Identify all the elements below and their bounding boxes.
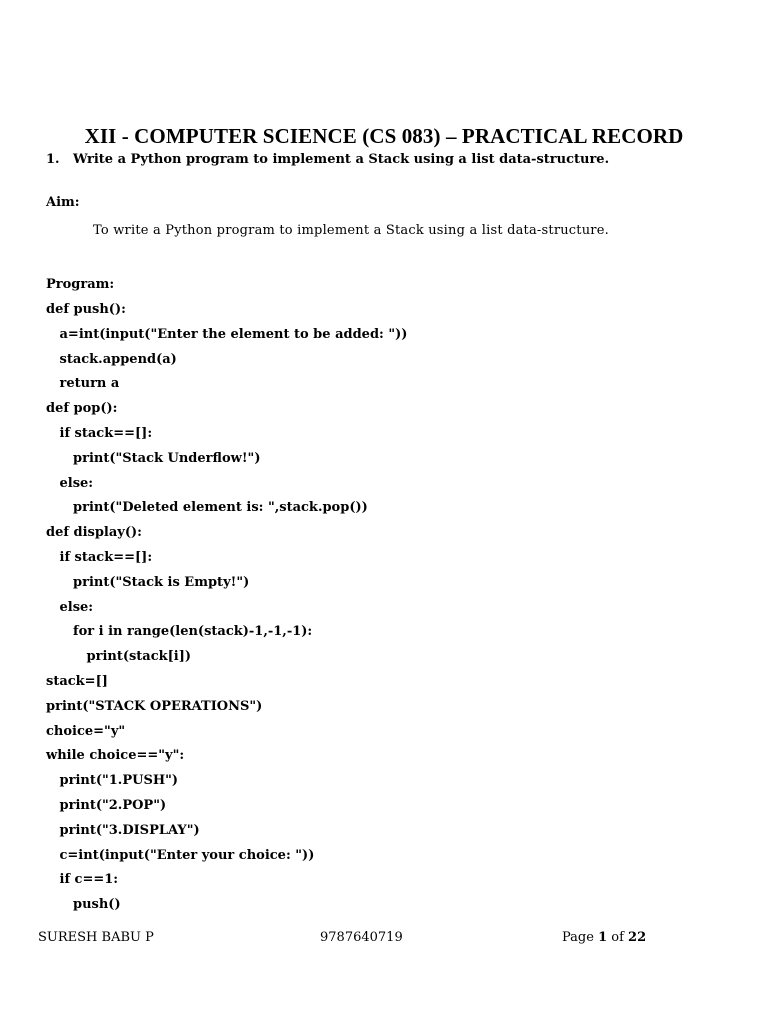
code-line: print("2.POP") <box>59 797 167 813</box>
code-line: def pop(): <box>46 401 118 417</box>
code-line: a=int(input("Enter the element to be added: ")) <box>59 326 408 342</box>
code-line: else: <box>59 475 94 491</box>
code-line: stack.append(a) <box>59 351 177 367</box>
code-line: print("Stack Underflow!") <box>73 450 261 466</box>
code-line: for i in range(len(stack)-1,-1,-1): <box>73 624 313 640</box>
question-text: Write a Python program to implement a Stack using a list data-structure. <box>73 152 610 167</box>
footer-page-number <box>562 930 646 945</box>
code-line: if stack==[]: <box>59 425 153 441</box>
footer-phone: 9787640719 <box>320 930 403 945</box>
code-line: push() <box>73 897 121 913</box>
page-prefix: Page <box>562 930 594 945</box>
code-line: if stack==[]: <box>59 549 153 565</box>
code-line: while choice=="y": <box>46 748 185 764</box>
code-line: def push(): <box>46 302 126 317</box>
code-line: def display(): <box>46 525 142 541</box>
code-line: print("Deleted element is: ",stack.pop()) <box>73 500 368 516</box>
footer-author: SURESH BABU P <box>38 930 154 945</box>
question-heading <box>46 152 609 167</box>
page-current: 1 <box>598 930 608 945</box>
question-number: 1. <box>46 152 60 167</box>
page-of: of <box>611 930 624 945</box>
aim-label: Aim: <box>46 195 80 210</box>
code-line: print("Stack is Empty!") <box>73 574 250 590</box>
code-line: print("STACK OPERATIONS") <box>46 698 263 714</box>
code-line: stack=[] <box>46 673 108 689</box>
code-line: else: <box>59 599 94 615</box>
code-line: print(stack[i]) <box>86 649 192 665</box>
page-total: 22 <box>628 930 647 945</box>
aim-text: To write a Python program to implement a Stack using a list data-structure. <box>93 223 609 238</box>
code-line: print("3.DISPLAY") <box>59 822 200 838</box>
code-line: print("1.PUSH") <box>59 773 179 789</box>
code-line: choice="y" <box>46 723 126 739</box>
code-block <box>46 301 407 921</box>
code-line: c=int(input("Enter your choice: ")) <box>59 847 315 863</box>
page-title: XII - COMPUTER SCIENCE (CS 083) – PRACTICAL RECORD <box>84 124 684 148</box>
code-line: if c==1: <box>59 872 119 888</box>
code-line: return a <box>59 376 120 392</box>
program-label: Program: <box>46 277 115 292</box>
